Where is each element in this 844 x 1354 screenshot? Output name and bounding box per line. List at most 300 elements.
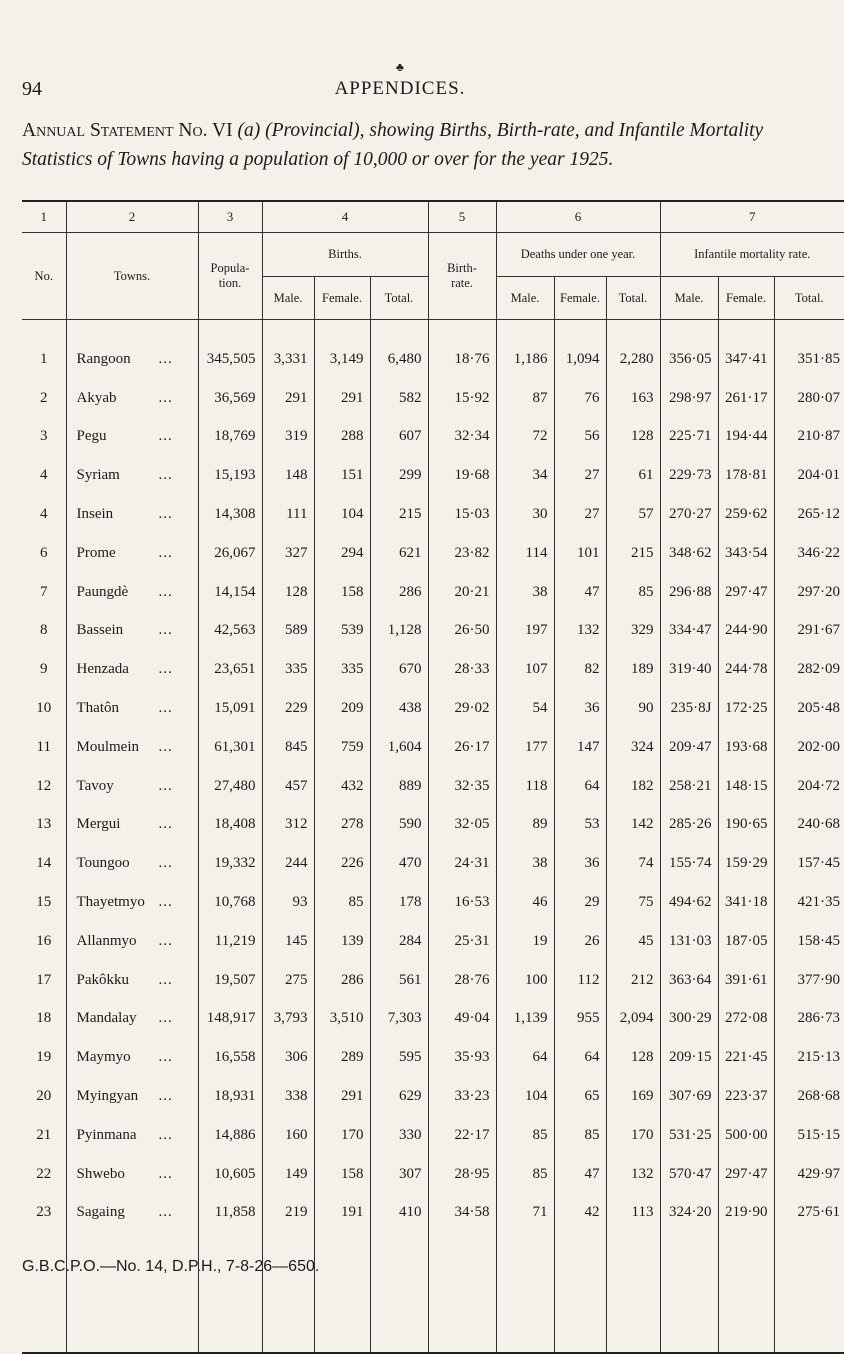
town-name: Shwebo bbox=[76, 1165, 125, 1182]
town-name-cell bbox=[66, 456, 198, 495]
deaths-male-cell: 197 bbox=[496, 612, 554, 651]
town-name: Mandalay bbox=[76, 1010, 137, 1027]
births-total-cell: 299 bbox=[370, 456, 428, 495]
deaths-total-cell: 90 bbox=[606, 689, 660, 728]
row-number-cell: 19 bbox=[22, 1038, 66, 1077]
town-name-cell bbox=[66, 340, 198, 379]
column-number-row bbox=[22, 202, 844, 233]
population-cell: 15,193 bbox=[198, 456, 262, 495]
population-cell: 10,768 bbox=[198, 883, 262, 922]
table-row bbox=[22, 456, 844, 495]
births-female-cell: 226 bbox=[314, 844, 370, 883]
infantile-total-cell: 346·22 bbox=[797, 544, 840, 561]
deaths-total-cell: 170 bbox=[606, 1116, 660, 1155]
deaths-total-cell: 212 bbox=[606, 961, 660, 1000]
deaths-male-cell: 54 bbox=[496, 689, 554, 728]
header-births-male: Male. bbox=[262, 277, 314, 320]
header-towns: Towns. bbox=[66, 233, 198, 320]
deaths-female-cell: 36 bbox=[554, 689, 606, 728]
birth-rate-cell: 25·31 bbox=[428, 922, 496, 961]
infantile-total-cell: 297·20 bbox=[797, 583, 840, 600]
population-cell: 26,067 bbox=[198, 534, 262, 573]
town-name: Thayetmyo bbox=[76, 894, 145, 911]
table-row bbox=[22, 844, 844, 883]
birth-rate-cell: 15·03 bbox=[428, 495, 496, 534]
birth-rate-cell: 28·76 bbox=[428, 961, 496, 1000]
deaths-total-cell: 189 bbox=[606, 650, 660, 689]
town-name-cell bbox=[66, 767, 198, 806]
births-female-cell: 286 bbox=[314, 961, 370, 1000]
table-row bbox=[22, 650, 844, 689]
header-births-total: Total. bbox=[370, 277, 428, 320]
deaths-male-cell: 46 bbox=[496, 883, 554, 922]
table-row bbox=[22, 1038, 844, 1077]
births-total-cell: 670 bbox=[370, 650, 428, 689]
infantile-male-cell: 531·25 bbox=[660, 1116, 718, 1155]
town-name: Rangoon bbox=[76, 350, 131, 367]
population-cell: 19,507 bbox=[198, 961, 262, 1000]
town-name-cell bbox=[66, 495, 198, 534]
infantile-female-cell: 272·08 bbox=[718, 1000, 774, 1039]
table-row bbox=[22, 728, 844, 767]
leader-dots: ... bbox=[158, 389, 173, 406]
row-number-cell: 17 bbox=[22, 961, 66, 1000]
header-birth-rate: Birth-rate. bbox=[428, 233, 496, 320]
column-number: 5 bbox=[428, 202, 496, 233]
row-number-cell: 11 bbox=[22, 728, 66, 767]
row-number-cell: 7 bbox=[22, 573, 66, 612]
leader-dots: ... bbox=[158, 1204, 173, 1221]
column-number: 4 bbox=[262, 202, 428, 233]
row-number-cell: 21 bbox=[22, 1116, 66, 1155]
infantile-male-cell: 494·62 bbox=[660, 883, 718, 922]
town-name-cell bbox=[66, 689, 198, 728]
column-number: 6 bbox=[496, 202, 660, 233]
table-row bbox=[22, 1116, 844, 1155]
town-name: Paungdè bbox=[76, 583, 129, 600]
births-male-cell: 128 bbox=[262, 573, 314, 612]
deaths-male-cell: 1,186 bbox=[496, 340, 554, 379]
births-total-cell: 307 bbox=[370, 1155, 428, 1194]
statistics-table-wrap bbox=[22, 200, 840, 1354]
birth-rate-cell: 28·33 bbox=[428, 650, 496, 689]
deaths-male-cell: 34 bbox=[496, 456, 554, 495]
infantile-female-cell: 297·47 bbox=[718, 573, 774, 612]
births-female-cell: 291 bbox=[314, 379, 370, 418]
births-total-cell: 607 bbox=[370, 418, 428, 457]
infantile-male-cell: 285·26 bbox=[660, 806, 718, 845]
births-male-cell: 291 bbox=[262, 379, 314, 418]
population-cell: 14,308 bbox=[198, 495, 262, 534]
deaths-male-cell: 38 bbox=[496, 573, 554, 612]
deaths-total-cell: 163 bbox=[606, 379, 660, 418]
row-number-cell: 2 bbox=[22, 379, 66, 418]
leader-dots: ... bbox=[158, 738, 173, 755]
infantile-total-cell: 280·07 bbox=[797, 389, 840, 406]
deaths-male-cell: 107 bbox=[496, 650, 554, 689]
population-cell: 27,480 bbox=[198, 767, 262, 806]
row-number-cell: 16 bbox=[22, 922, 66, 961]
infantile-male-cell: 319·40 bbox=[660, 650, 718, 689]
infantile-total-cell: 377·90 bbox=[797, 971, 840, 988]
births-total-cell: 621 bbox=[370, 534, 428, 573]
births-total-cell: 6,480 bbox=[370, 340, 428, 379]
birth-rate-cell: 15·92 bbox=[428, 379, 496, 418]
row-number-cell: 4 bbox=[22, 456, 66, 495]
births-male-cell: 275 bbox=[262, 961, 314, 1000]
deaths-female-cell: 132 bbox=[554, 612, 606, 651]
infantile-female-cell: 190·65 bbox=[718, 806, 774, 845]
births-male-cell: 327 bbox=[262, 534, 314, 573]
leader-dots: ... bbox=[158, 816, 173, 833]
births-female-cell: 170 bbox=[314, 1116, 370, 1155]
town-name-cell bbox=[66, 806, 198, 845]
town-name-cell bbox=[66, 650, 198, 689]
deaths-female-cell: 29 bbox=[554, 883, 606, 922]
town-name-cell bbox=[66, 883, 198, 922]
deaths-female-cell: 64 bbox=[554, 767, 606, 806]
town-name-cell bbox=[66, 573, 198, 612]
page-number: 94 bbox=[22, 78, 42, 100]
infantile-male-cell: 324·20 bbox=[660, 1194, 718, 1233]
births-male-cell: 229 bbox=[262, 689, 314, 728]
title-part-letter: (a) bbox=[237, 120, 261, 141]
birth-rate-cell: 19·68 bbox=[428, 456, 496, 495]
row-number-cell: 18 bbox=[22, 1000, 66, 1039]
deaths-male-cell: 72 bbox=[496, 418, 554, 457]
town-name: Moulmein bbox=[76, 738, 139, 755]
births-total-cell: 1,128 bbox=[370, 612, 428, 651]
infantile-male-cell: 570·47 bbox=[660, 1155, 718, 1194]
infantile-female-cell: 391·61 bbox=[718, 961, 774, 1000]
row-number-cell: 6 bbox=[22, 534, 66, 573]
infantile-male-cell: 348·62 bbox=[660, 534, 718, 573]
births-female-cell: 85 bbox=[314, 883, 370, 922]
population-cell: 16,558 bbox=[198, 1038, 262, 1077]
table-row bbox=[22, 806, 844, 845]
table-row bbox=[22, 922, 844, 961]
infantile-female-cell: 159·29 bbox=[718, 844, 774, 883]
leader-dots: ... bbox=[158, 622, 173, 639]
infantile-total-cell: 204·72 bbox=[797, 777, 840, 794]
leader-dots: ... bbox=[158, 467, 173, 484]
population-cell: 11,858 bbox=[198, 1194, 262, 1233]
infantile-male-cell: 235·8J bbox=[660, 689, 718, 728]
deaths-female-cell: 82 bbox=[554, 650, 606, 689]
table-row bbox=[22, 612, 844, 651]
town-name: Tavoy bbox=[76, 777, 114, 794]
births-female-cell: 104 bbox=[314, 495, 370, 534]
infantile-total-cell: 210·87 bbox=[797, 428, 840, 445]
birth-rate-cell: 18·76 bbox=[428, 340, 496, 379]
infantile-male-cell: 131·03 bbox=[660, 922, 718, 961]
row-number-cell: 12 bbox=[22, 767, 66, 806]
births-total-cell: 286 bbox=[370, 573, 428, 612]
population-cell: 148,917 bbox=[198, 1000, 262, 1039]
infantile-total-cell: 265·12 bbox=[797, 506, 840, 523]
leader-dots: ... bbox=[158, 428, 173, 445]
table-row bbox=[22, 689, 844, 728]
deaths-male-cell: 177 bbox=[496, 728, 554, 767]
infantile-total-cell: 515·15 bbox=[797, 1126, 840, 1143]
row-number-cell: 1 bbox=[22, 340, 66, 379]
table-row bbox=[22, 418, 844, 457]
births-total-cell: 178 bbox=[370, 883, 428, 922]
infantile-total-cell: 351·85 bbox=[797, 350, 840, 367]
header-infantile-female: Female. bbox=[718, 277, 774, 320]
birth-rate-cell: 33·23 bbox=[428, 1077, 496, 1116]
infantile-male-cell: 229·73 bbox=[660, 456, 718, 495]
births-female-cell: 139 bbox=[314, 922, 370, 961]
town-name: Prome bbox=[76, 544, 116, 561]
deaths-female-cell: 42 bbox=[554, 1194, 606, 1233]
infantile-total-cell: 286·73 bbox=[797, 1010, 840, 1027]
leader-dots: ... bbox=[158, 1126, 173, 1143]
infantile-female-cell: 244·90 bbox=[718, 612, 774, 651]
table-row bbox=[22, 495, 844, 534]
infantile-female-cell: 219·90 bbox=[718, 1194, 774, 1233]
deaths-total-cell: 132 bbox=[606, 1155, 660, 1194]
row-number-cell: 22 bbox=[22, 1155, 66, 1194]
infantile-male-cell: 334·47 bbox=[660, 612, 718, 651]
births-female-cell: 158 bbox=[314, 573, 370, 612]
header-no: No. bbox=[22, 233, 66, 320]
births-male-cell: 93 bbox=[262, 883, 314, 922]
leader-dots: ... bbox=[158, 544, 173, 561]
deaths-total-cell: 169 bbox=[606, 1077, 660, 1116]
births-total-cell: 595 bbox=[370, 1038, 428, 1077]
row-number-cell: 8 bbox=[22, 612, 66, 651]
population-cell: 23,651 bbox=[198, 650, 262, 689]
birth-rate-cell: 29·02 bbox=[428, 689, 496, 728]
deaths-male-cell: 38 bbox=[496, 844, 554, 883]
births-female-cell: 278 bbox=[314, 806, 370, 845]
birth-rate-cell: 26·50 bbox=[428, 612, 496, 651]
births-male-cell: 338 bbox=[262, 1077, 314, 1116]
town-name: Akyab bbox=[76, 389, 117, 406]
birth-rate-cell: 23·82 bbox=[428, 534, 496, 573]
deaths-female-cell: 53 bbox=[554, 806, 606, 845]
town-name-cell bbox=[66, 1000, 198, 1039]
table-row bbox=[22, 534, 844, 573]
town-name: Pakôkku bbox=[76, 971, 129, 988]
births-total-cell: 561 bbox=[370, 961, 428, 1000]
column-number: 2 bbox=[66, 202, 198, 233]
table-row bbox=[22, 573, 844, 612]
births-male-cell: 589 bbox=[262, 612, 314, 651]
deaths-female-cell: 1,094 bbox=[554, 340, 606, 379]
births-male-cell: 319 bbox=[262, 418, 314, 457]
leader-dots: ... bbox=[158, 894, 173, 911]
infantile-male-cell: 296·88 bbox=[660, 573, 718, 612]
birth-rate-cell: 32·34 bbox=[428, 418, 496, 457]
population-cell: 61,301 bbox=[198, 728, 262, 767]
running-title: APPENDICES. bbox=[334, 78, 466, 99]
deaths-total-cell: 128 bbox=[606, 418, 660, 457]
infantile-total-cell: 429·97 bbox=[797, 1165, 840, 1182]
infantile-female-cell: 343·54 bbox=[718, 534, 774, 573]
deaths-male-cell: 85 bbox=[496, 1116, 554, 1155]
deaths-male-cell: 114 bbox=[496, 534, 554, 573]
table-row bbox=[22, 1000, 844, 1039]
births-female-cell: 158 bbox=[314, 1155, 370, 1194]
population-cell: 18,931 bbox=[198, 1077, 262, 1116]
births-female-cell: 289 bbox=[314, 1038, 370, 1077]
infantile-total-cell: 157·45 bbox=[797, 855, 840, 872]
deaths-total-cell: 85 bbox=[606, 573, 660, 612]
town-name-cell bbox=[66, 728, 198, 767]
infantile-female-cell: 187·05 bbox=[718, 922, 774, 961]
infantile-female-cell: 223·37 bbox=[718, 1077, 774, 1116]
infantile-male-cell: 363·64 bbox=[660, 961, 718, 1000]
population-cell: 18,408 bbox=[198, 806, 262, 845]
town-name-cell bbox=[66, 922, 198, 961]
table-row bbox=[22, 340, 844, 379]
deaths-female-cell: 955 bbox=[554, 1000, 606, 1039]
births-female-cell: 291 bbox=[314, 1077, 370, 1116]
deaths-total-cell: 75 bbox=[606, 883, 660, 922]
infantile-male-cell: 356·05 bbox=[660, 340, 718, 379]
births-male-cell: 149 bbox=[262, 1155, 314, 1194]
births-male-cell: 111 bbox=[262, 495, 314, 534]
deaths-total-cell: 128 bbox=[606, 1038, 660, 1077]
births-female-cell: 335 bbox=[314, 650, 370, 689]
town-name: Thatôn bbox=[76, 700, 119, 717]
births-total-cell: 1,604 bbox=[370, 728, 428, 767]
births-female-cell: 191 bbox=[314, 1194, 370, 1233]
leader-dots: ... bbox=[158, 700, 173, 717]
deaths-female-cell: 47 bbox=[554, 573, 606, 612]
births-male-cell: 244 bbox=[262, 844, 314, 883]
infantile-male-cell: 209·47 bbox=[660, 728, 718, 767]
infantile-total-cell: 282·09 bbox=[797, 661, 840, 678]
town-name: Sagaing bbox=[76, 1204, 125, 1221]
header-deaths-female: Female. bbox=[554, 277, 606, 320]
column-number: 1 bbox=[22, 202, 66, 233]
infantile-total-cell: 291·67 bbox=[797, 622, 840, 639]
birth-rate-cell: 35·93 bbox=[428, 1038, 496, 1077]
statement-title bbox=[22, 116, 792, 174]
births-total-cell: 889 bbox=[370, 767, 428, 806]
town-name-cell bbox=[66, 1077, 198, 1116]
infantile-female-cell: 259·62 bbox=[718, 495, 774, 534]
printer-imprint: G.B.C.P.O.—No. 14, D.P.H., 7-8-26—650. bbox=[22, 1258, 320, 1275]
infantile-total-cell: 240·68 bbox=[797, 816, 840, 833]
header-births: Births. bbox=[262, 233, 428, 277]
deaths-female-cell: 27 bbox=[554, 495, 606, 534]
births-female-cell: 209 bbox=[314, 689, 370, 728]
town-name: Allanmyo bbox=[76, 932, 137, 949]
birth-rate-cell: 22·17 bbox=[428, 1116, 496, 1155]
town-name-cell bbox=[66, 1116, 198, 1155]
town-name-cell bbox=[66, 1194, 198, 1233]
infantile-female-cell: 347·41 bbox=[718, 340, 774, 379]
row-number-cell: 9 bbox=[22, 650, 66, 689]
infantile-female-cell: 341·18 bbox=[718, 883, 774, 922]
statistics-table bbox=[22, 200, 844, 1354]
deaths-female-cell: 147 bbox=[554, 728, 606, 767]
infantile-female-cell: 194·44 bbox=[718, 418, 774, 457]
header-infantile-mortality: Infantile mortality rate. bbox=[660, 233, 844, 277]
births-male-cell: 3,331 bbox=[262, 340, 314, 379]
infantile-total-cell: 205·48 bbox=[797, 700, 840, 717]
deaths-male-cell: 118 bbox=[496, 767, 554, 806]
row-number-cell: 4 bbox=[22, 495, 66, 534]
leader-dots: ... bbox=[158, 971, 173, 988]
births-total-cell: 582 bbox=[370, 379, 428, 418]
infantile-female-cell: 193·68 bbox=[718, 728, 774, 767]
infantile-male-cell: 155·74 bbox=[660, 844, 718, 883]
births-total-cell: 330 bbox=[370, 1116, 428, 1155]
deaths-total-cell: 142 bbox=[606, 806, 660, 845]
birth-rate-cell: 34·58 bbox=[428, 1194, 496, 1233]
leader-dots: ... bbox=[158, 506, 173, 523]
births-female-cell: 294 bbox=[314, 534, 370, 573]
births-male-cell: 335 bbox=[262, 650, 314, 689]
infantile-female-cell: 221·45 bbox=[718, 1038, 774, 1077]
deaths-male-cell: 89 bbox=[496, 806, 554, 845]
header-infantile-total: Total. bbox=[774, 277, 844, 320]
deaths-female-cell: 64 bbox=[554, 1038, 606, 1077]
table-row bbox=[22, 883, 844, 922]
infantile-total-cell: 421·35 bbox=[797, 894, 840, 911]
leader-dots: ... bbox=[158, 855, 173, 872]
births-total-cell: 629 bbox=[370, 1077, 428, 1116]
town-name: Mergui bbox=[76, 816, 121, 833]
leader-dots: ... bbox=[158, 661, 173, 678]
population-cell: 19,332 bbox=[198, 844, 262, 883]
population-cell: 14,886 bbox=[198, 1116, 262, 1155]
leader-dots: ... bbox=[158, 583, 173, 600]
row-number-cell: 13 bbox=[22, 806, 66, 845]
leader-dots: ... bbox=[158, 777, 173, 794]
population-cell: 15,091 bbox=[198, 689, 262, 728]
deaths-male-cell: 71 bbox=[496, 1194, 554, 1233]
births-total-cell: 590 bbox=[370, 806, 428, 845]
population-cell: 14,154 bbox=[198, 573, 262, 612]
leader-dots: ... bbox=[158, 1010, 173, 1027]
deaths-total-cell: 2,280 bbox=[606, 340, 660, 379]
row-number-cell: 23 bbox=[22, 1194, 66, 1233]
births-total-cell: 438 bbox=[370, 689, 428, 728]
header-deaths-under-one: Deaths under one year. bbox=[496, 233, 660, 277]
births-total-cell: 284 bbox=[370, 922, 428, 961]
table-row bbox=[22, 1155, 844, 1194]
deaths-female-cell: 65 bbox=[554, 1077, 606, 1116]
births-total-cell: 215 bbox=[370, 495, 428, 534]
town-name-cell bbox=[66, 612, 198, 651]
deaths-female-cell: 85 bbox=[554, 1116, 606, 1155]
infantile-total-cell: 275·61 bbox=[797, 1204, 840, 1221]
town-name-cell bbox=[66, 844, 198, 883]
infantile-male-cell: 270·27 bbox=[660, 495, 718, 534]
births-male-cell: 3,793 bbox=[262, 1000, 314, 1039]
deaths-total-cell: 324 bbox=[606, 728, 660, 767]
town-name-cell bbox=[66, 534, 198, 573]
population-cell: 11,219 bbox=[198, 922, 262, 961]
town-name-cell bbox=[66, 1155, 198, 1194]
row-number-cell: 10 bbox=[22, 689, 66, 728]
table-row bbox=[22, 1194, 844, 1233]
deaths-total-cell: 182 bbox=[606, 767, 660, 806]
town-name: Henzada bbox=[76, 661, 129, 678]
town-name-cell bbox=[66, 418, 198, 457]
town-name: Insein bbox=[76, 506, 114, 523]
deaths-female-cell: 112 bbox=[554, 961, 606, 1000]
leader-dots: ... bbox=[158, 1088, 173, 1105]
row-number-cell: 14 bbox=[22, 844, 66, 883]
column-number: 7 bbox=[749, 209, 756, 224]
